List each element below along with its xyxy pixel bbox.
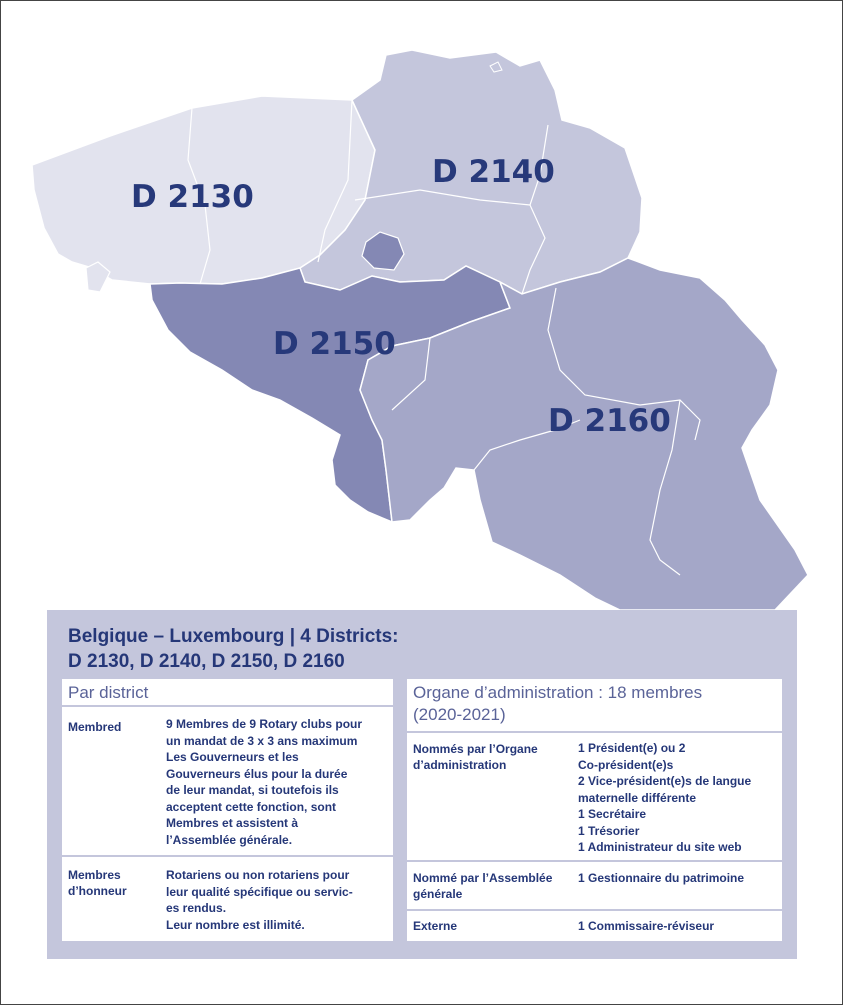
row-value-line: l’Assemblée générale.	[166, 832, 293, 847]
district-label-d2160: D 2160	[548, 403, 671, 439]
row-key-line: Externe	[413, 919, 458, 933]
row-value-line: 1 Gestionnaire du patrimoine	[578, 871, 745, 885]
divider	[407, 860, 782, 862]
row-key-externe	[413, 918, 457, 934]
row-value-line: 1 Secrétaire	[578, 807, 647, 821]
row-value-line: 1 Président(e) ou 2	[578, 741, 686, 755]
row-value-membres-honneur	[166, 867, 353, 933]
row-key-line: Membres	[68, 868, 121, 882]
panel-title-line1: Belgique – Luxembourg | 4 Districts:	[68, 626, 399, 647]
row-value-nomme-assemblee	[578, 870, 744, 887]
organe-title-line: (2020-2021)	[413, 705, 506, 724]
row-value-line: leur qualité spécifique ou servic-	[166, 884, 353, 899]
row-value-line: es rendus.	[166, 901, 227, 915]
district-label-d2130: D 2130	[131, 179, 254, 215]
par-district-box	[62, 679, 393, 941]
row-value-line: de leur mandat, si toutefois ils	[166, 783, 339, 797]
row-value-line: Gouverneurs élus pour la durée	[166, 766, 348, 781]
row-key-line: d’honneur	[68, 884, 127, 898]
row-value-line: Les Gouverneurs et les	[166, 750, 299, 764]
row-value-line: maternelle différente	[578, 790, 697, 805]
row-value-line: 2 Vice-président(e)s de langue	[578, 774, 752, 788]
par-district-title: Par district	[68, 683, 149, 702]
divider	[407, 731, 782, 733]
organe-administration-box	[407, 679, 782, 941]
district-label-d2150: D 2150	[273, 326, 396, 362]
info-panel	[47, 610, 797, 959]
row-value-line: Co-président(e)s	[578, 757, 674, 772]
divider	[62, 855, 393, 857]
row-key-nommes-organe	[413, 741, 538, 773]
row-value-externe	[578, 918, 714, 935]
district-label-d2140: D 2140	[432, 154, 555, 190]
row-key-nomme-assemblee	[413, 870, 552, 902]
row-key-line: d’administration	[413, 758, 507, 772]
organe-title	[413, 682, 702, 726]
organe-title-line: Organe d’administration : 18 membres	[413, 683, 703, 702]
panel-title-line2: D 2130, D 2140, D 2150, D 2160	[68, 651, 345, 672]
row-key-line: générale	[413, 887, 463, 901]
row-value-line: Rotariens ou non rotariens pour	[166, 868, 350, 882]
row-key-membres	[68, 719, 121, 735]
row-value-line: 1 Administrateur du site web	[578, 840, 742, 854]
row-key-line: Membred	[68, 720, 122, 734]
row-value-line: Membres et assistent à	[166, 816, 299, 830]
row-value-line: acceptent cette fonction, sont	[166, 799, 337, 814]
row-value-membres	[166, 716, 362, 848]
row-value-nommes-organe	[578, 740, 751, 856]
divider	[62, 705, 393, 707]
row-value-line: Leur nombre est illimité.	[166, 917, 305, 932]
row-key-line: Nommé par l’Assemblée	[413, 871, 553, 885]
row-key-line: Nommés par l’Organe	[413, 742, 538, 756]
panel-title	[68, 624, 588, 674]
row-value-line: 9 Membres de 9 Rotary clubs pour	[166, 717, 363, 731]
row-key-membres-honneur	[68, 867, 127, 899]
row-value-line: 1 Commissaire-réviseur	[578, 919, 715, 933]
divider	[407, 909, 782, 911]
row-value-line: un mandat de 3 x 3 ans maximum	[166, 733, 358, 748]
row-value-line: 1 Trésorier	[578, 823, 640, 838]
